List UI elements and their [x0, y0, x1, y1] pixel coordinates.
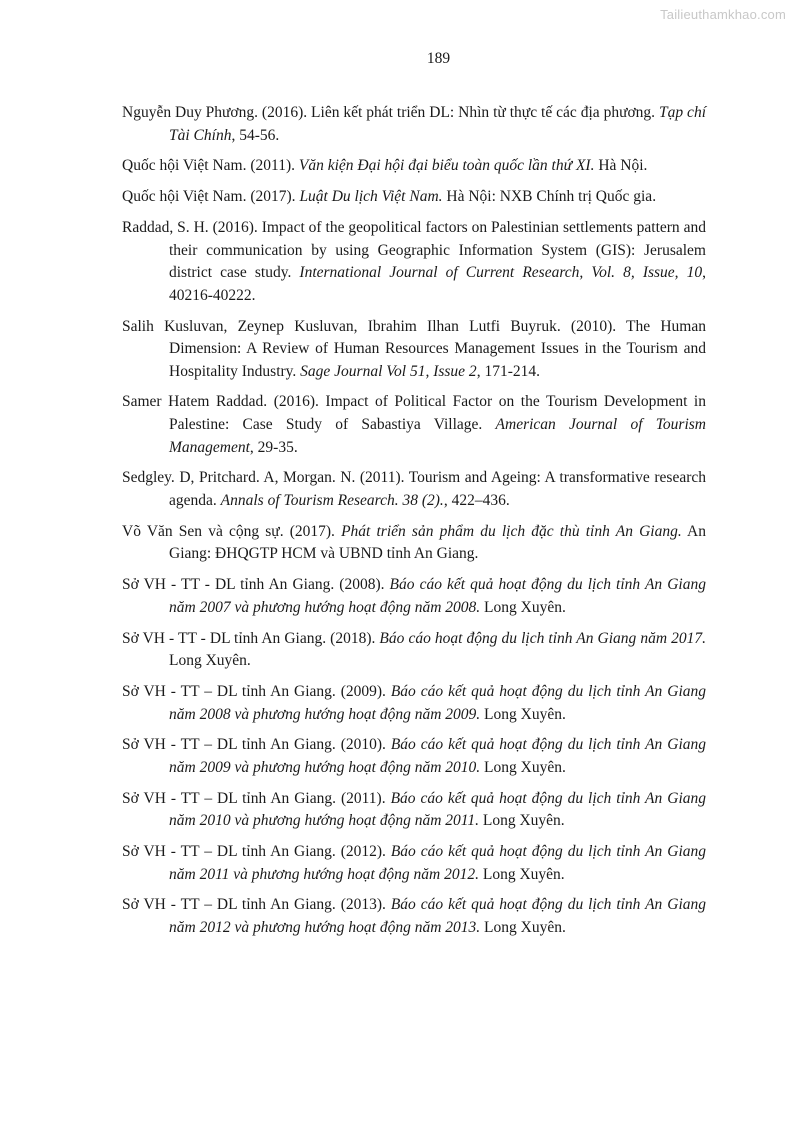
- reference-item: [122, 102, 706, 147]
- reference-tail: An Giang: ĐHQGTP HCM và UBND tỉnh An Giang.: [169, 522, 706, 563]
- reference-item: [122, 841, 706, 886]
- reference-title: Annals of Tourism Research. 38 (2).: [220, 492, 444, 510]
- reference-text: Quốc hội Việt Nam. (2011).: [122, 157, 299, 175]
- reference-text: Raddad, S. H. (2016). Impact of the geopolitical factors on Palestinian settlements pattern and their communication by using Geographic Information System (GIS): Jerusalem district case study.: [122, 218, 706, 282]
- reference-title: Báo cáo kết quả hoạt động du lịch tỉnh An Giang năm 2009 và phương hướng hoạt động năm 2010.: [169, 736, 706, 776]
- reference-tail: Long Xuyên.: [480, 919, 566, 937]
- reference-item: [122, 391, 706, 459]
- reference-text: Nguyễn Duy Phương. (2016). Liên kết phát triển DL: Nhìn từ thực tế các địa phương.: [122, 104, 659, 121]
- reference-title: Báo cáo kết quả hoạt động du lịch tỉnh An Giang năm 2012 và phương hướng hoạt động năm 2013.: [169, 896, 706, 937]
- reference-list: [122, 102, 706, 948]
- reference-text: Samer Hatem Raddad. (2016). Impact of Political Factor on the Tourism Development in Palestine: Case Study of Sabastiya Village.: [122, 393, 706, 434]
- reference-title: Sage Journal Vol 51, Issue 2: [300, 362, 477, 380]
- reference-tail: , 171-214.: [476, 362, 540, 380]
- reference-tail: Long Xuyên.: [480, 598, 566, 616]
- reference-tail: , 54-56.: [231, 126, 280, 144]
- reference-tail: Long Xuyên.: [479, 865, 565, 883]
- reference-item: [122, 894, 706, 939]
- reference-title: Báo cáo hoạt động du lịch tỉnh An Giang năm 2017.: [379, 629, 706, 647]
- reference-text: Sở VH - TT – DL tỉnh An Giang. (2010).: [122, 736, 391, 754]
- watermark-text: Tailieuthamkhao.com: [660, 7, 786, 22]
- reference-tail: , 40216-40222.: [169, 264, 707, 304]
- reference-title: Báo cáo kết quả hoạt động du lịch tỉnh An Giang năm 2010 và phương hướng hoạt động năm 2011.: [169, 789, 706, 830]
- reference-title: Báo cáo kết quả hoạt động du lịch tỉnh An Giang năm 2007 và phương hướng hoạt động năm 2008.: [169, 576, 706, 616]
- reference-text: Sedgley. D, Pritchard. A, Morgan. N. (2011). Tourism and Ageing: A transformative research agenda.: [122, 469, 706, 510]
- reference-item: [122, 217, 706, 307]
- reference-text: Võ Văn Sen và cộng sự. (2017).: [122, 522, 342, 540]
- reference-title: Tạp chí Tài Chính: [169, 104, 706, 144]
- reference-tail: Hà Nội: NXB Chính trị Quốc gia.: [442, 188, 657, 206]
- reference-item: [122, 681, 706, 726]
- reference-text: Salih Kusluvan, Zeynep Kusluvan, Ibrahim Ilhan Lutfi Buyruk. (2010). The Human Dimension: A Review of Human Resources Management Issues in the Tourism and Hospitality Industry.: [122, 317, 706, 380]
- reference-tail: Long Xuyên.: [169, 652, 251, 670]
- reference-item: [122, 521, 706, 566]
- reference-tail: Long Xuyên.: [480, 758, 566, 776]
- page-number: 189: [426, 50, 451, 67]
- reference-text: Sở VH - TT – DL tỉnh An Giang. (2012).: [122, 843, 391, 861]
- reference-title: Báo cáo kết quả hoạt động du lịch tỉnh An Giang năm 2008 và phương hướng hoạt động năm 2009.: [169, 682, 706, 723]
- reference-title: International Journal of Current Research, Vol. 8, Issue, 10: [299, 264, 703, 282]
- reference-tail: Long Xuyên.: [479, 812, 565, 830]
- reference-item: [122, 574, 706, 619]
- reference-text: Sở VH - TT - DL tỉnh An Giang. (2008).: [122, 576, 390, 594]
- reference-item: [122, 155, 706, 178]
- reference-title: Báo cáo kết quả hoạt động du lịch tỉnh An Giang năm 2011 và phương hướng hoạt động năm 2012.: [169, 843, 706, 883]
- reference-text: Sở VH - TT - DL tỉnh An Giang. (2018).: [122, 629, 380, 647]
- reference-text: Quốc hội Việt Nam. (2017).: [122, 188, 300, 206]
- reference-item: [122, 788, 706, 833]
- reference-title: Phát triển sản phẩm du lịch đặc thù tỉnh An Giang.: [341, 522, 682, 540]
- reference-title: Văn kiện Đại hội đại biểu toàn quốc lần thứ XI.: [298, 157, 595, 175]
- reference-text: Sở VH - TT – DL tỉnh An Giang. (2009).: [122, 682, 391, 700]
- reference-item: [122, 316, 706, 384]
- reference-tail: , 422–436.: [443, 492, 510, 510]
- reference-item: [122, 734, 706, 779]
- reference-text: Sở VH - TT – DL tỉnh An Giang. (2011).: [122, 789, 391, 807]
- reference-tail: Hà Nội.: [594, 157, 648, 175]
- reference-tail: , 29-35.: [249, 438, 298, 456]
- reference-text: Sở VH - TT – DL tỉnh An Giang. (2013).: [122, 896, 391, 914]
- reference-item: [122, 628, 706, 673]
- reference-item: [122, 467, 706, 512]
- reference-item: [122, 186, 706, 209]
- reference-tail: Long Xuyên.: [480, 705, 566, 723]
- reference-title: Luật Du lịch Việt Nam.: [299, 188, 443, 206]
- reference-title: American Journal of Tourism Management: [169, 416, 706, 456]
